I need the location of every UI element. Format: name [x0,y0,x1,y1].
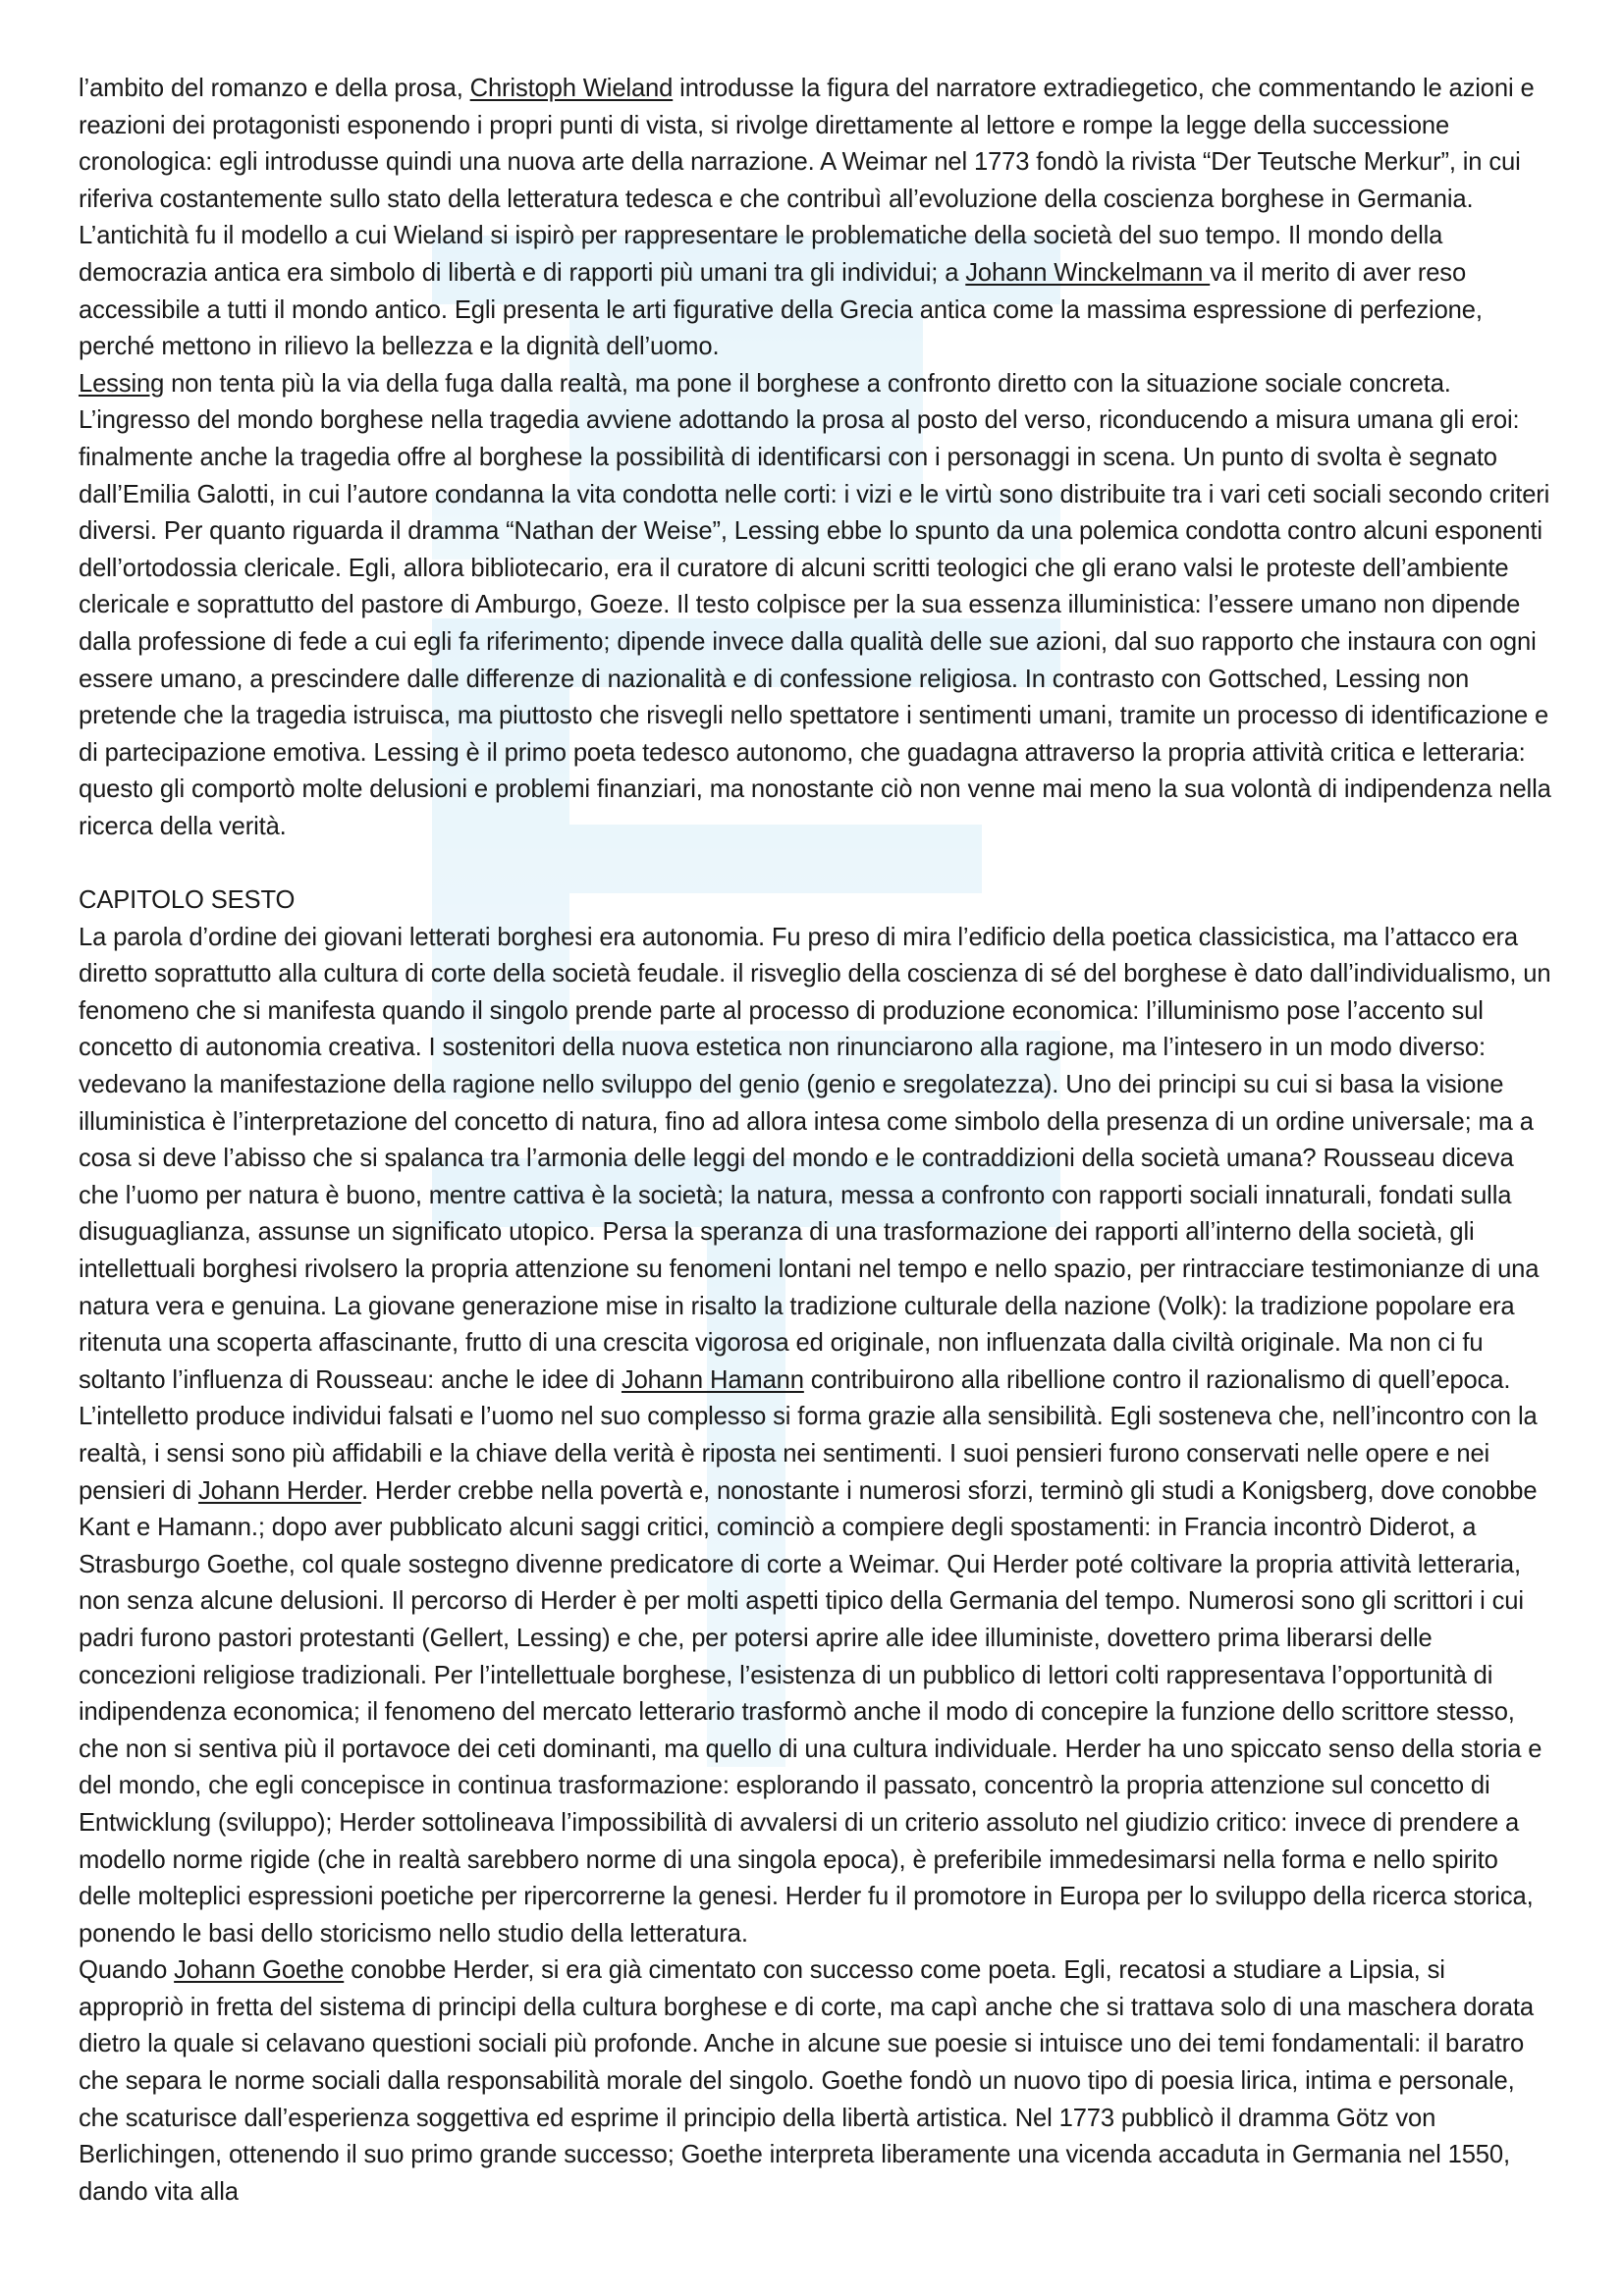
text-run: l’ambito del romanzo e della prosa, [79,75,470,102]
paragraph-wieland [79,71,1551,366]
paragraph-goethe [79,1952,1551,2211]
text-run: Quando [79,1956,175,1985]
chapter-heading: CAPITOLO SESTO [79,886,296,915]
link-johann-hamann[interactable]: Johann Hamann [621,1365,804,1394]
link-johann-winckelmann[interactable]: Johann Winckelmann [965,258,1211,287]
text-run: contribuirono alla ribellione contro il razionalismo di quell’epoca. L’intelletto produce individui falsati e l’uomo nel suo complesso si forma grazie alla sensibilità. Egli sosteneva che, nell’incontro con la realtà, i sensi sono più affidabili e la chiave della verità è riposta nei sentimenti. I suoi pensieri furono conservati nelle opere e nei pensieri di [79,1365,1538,1505]
text-run: conobbe Herder, si era già cimentato con successo come poeta. Egli, recatosi a studiare a Lipsia, si appropriò in fretta del sistema di principi della cultura borghese e di corte, ma capì anche che si trattava solo di una maschera dorata dietro la quale si celavano questioni sociali più profonde. Anche in alcune sue poesie si intuisce uno dei temi fondamentali: il baratro che separa le norme sociali dalla responsabilità morale del singolo. Goethe fondò un nuovo tipo di poesia lirica, intima e personale, che scaturisce dall’esperienza soggettiva ed esprime il principio della libertà artistica. Nel 1773 pubblicò il dramma Götz von Berlichingen, ottenendo il suo primo grande successo; Goethe interpreta liberamente una vicenda accaduta in Germania nel 1550, dando vita alla [79,1956,1534,2206]
text-run: va il merito di aver reso accessibile a tutti il mondo antico. Egli presenta le arti figurative della Grecia antica come la massima espressione di perfezione, perché mettono in rilievo la bellezza e la dignità dell’uomo. [79,258,1483,361]
text-run: . Herder crebbe nella povertà e, nonostante i numerosi sforzi, terminò gli studi a Konigsberg, dove conobbe Kant e Hamann.; dopo aver pubblicato alcuni saggi critici, cominciò a compiere degli spostamenti: in Francia incontrò Diderot, a Strasburgo Goethe, col quale sostegno divenne predicatore di corte a Weimar. Qui Herder poté coltivare la propria attività letteraria, non senza alcune delusioni. Il percorso di Herder è per molti aspetti tipico della Germania del tempo. Numerosi sono gli scrittori i cui padri furono pastori protestanti (Gellert, Lessing) e che, per potersi aprire alle idee illuministe, dovettero prima liberarsi delle concezioni religiose tradizionali. Per l’intellettuale borghese, l’esistenza di un pubblico di lettori colti rappresentava l’opportunità di indipendenza economica; il fenomeno del mercato letterario trasformò anche il modo di concepire la funzione dello scrittore stesso, che non si sentiva più il portavoce dei ceti dominanti, ma quello di una cultura individuale. Herder ha uno spiccato senso della storia e del mondo, che egli concepisce in continua trasformazione: esplorando il passato, concentrò la propria attenzione sul concetto di Entwicklung (sviluppo); Herder sottolineava l’impossibilità di avvalersi di un criterio assoluto nel giudizio critico: invece di prendere a modello norme rigide (che in realtà sarebbero norme di una singola epoca), è preferibile immedesimarsi nella forma e nello spirito delle molteplici espressioni poetiche per ripercorrerne la genesi. Herder fu il promotore in Europa per lo sviluppo della ricerca storica, ponendo le basi dello storicismo nello studio della letteratura. [79,1476,1542,1948]
blank-line [79,845,1551,882]
text-run: introdusse la figura del narratore extradiegetico, che commentando le azioni e reazioni dei protagonisti esponendo i propri punti di vista, si rivolge direttamente al lettore e rompe la legge della successione cronologica: egli introdusse quindi una nuova arte della narrazione. A Weimar nel 1773 fondò la rivista “Der Teutsche Merkur”, in cui riferiva costantemente sullo stato della letteratura tedesca e che contribuì all’evoluzione della coscienza borghese in Germania. L’antichità fu il modello a cui Wieland si ispirò per rappresentare le problematiche della società del suo tempo. Il mondo della democrazia antica era simbolo di libertà e di rapporti più umani tra gli individui; a [79,75,1535,287]
link-christoph-wieland[interactable]: Christoph Wieland [469,75,674,102]
paragraph-chapter-six [79,920,1551,1953]
text-run: La parola d’ordine dei giovani letterati borghesi era autonomia. Fu preso di mira l’edificio della poetica classicistica, ma l’attacco era diretto soprattutto alla cultura di corte della società feudale. il risveglio della coscienza di sé del borghese è dato dall’individualismo, un fenomeno che si manifesta quando il singolo prende parte al processo di produzione economica: l’illuminismo pose l’accento sul concetto di autonomia creativa. I sostenitori della nuova estetica non rinunciarono alla ragione, ma l’intesero in un modo diverso: vedevano la manifestazione della ragione nello sviluppo del genio (genio e sregolatezza). Uno dei principi su cui si basa la visione illuministica è l’interpretazione del concetto di natura, fino ad allora intesa come simbolo della presenza di un ordine universale; ma a cosa si deve l’abisso che si spalanca tra l’armonia delle leggi del mondo e le contraddizioni della società umana? Rousseau diceva che l’uomo per natura è buono, mentre cattiva è la società; la natura, messa a confronto con rapporti sociali innaturali, fondati sulla disuguaglianza, assunse un significato utopico. Persa la speranza di una trasformazione dei rapporti all’interno della società, gli intellettuali borghesi rivolsero la propria attenzione su fenomeni lontani nel tempo e nello spazio, per rintracciare testimonianze di una natura vera e genuina. La giovane generazione mise in risalto la tradizione culturale della nazione (Volk): la tradizione popolare era ritenuta una scoperta affascinante, frutto di una crescita vigorosa ed originale, non influenzata dalla civiltà originale. Ma non ci fu soltanto l’influenza di Rousseau: anche le idee di [79,923,1551,1394]
link-johann-goethe[interactable]: Johann Goethe [174,1956,345,1985]
paragraph-lessing [79,366,1551,846]
document-body [79,71,1551,2211]
link-johann-herder[interactable]: Johann Herder [197,1476,361,1505]
text-run: non tenta più la via della fuga dalla realtà, ma pone il borghese a confronto diretto con la situazione sociale concreta. L’ingresso del mondo borghese nella tragedia avviene adottando la prosa al posto del verso, riconducendo a misura umana gli eroi: finalmente anche la tragedia offre al borghese la possibilità di identificarsi con i personaggi in scena. Un punto di svolta è segnato dall’Emilia Galotti, in cui l’autore condanna la vita condotta nelle corti: i vizi e le virtù sono distribuite tra i vari ceti sociali secondo criteri diversi. Per quanto riguarda il dramma “Nathan der Weise”, Lessing ebbe lo spunto da una polemica condotta contro alcuni esponenti dell’ortodossia clericale. Egli, allora bibliotecario, era il curatore di alcuni scritti teologici che gli erano valsi le proteste dell’ambiente clericale e soprattutto del pastore di Amburgo, Goeze. Il testo colpisce per la sua essenza illuministica: l’essere umano non dipende dalla professione di fede a cui egli fa riferimento; dipende invece dalla qualità delle sue azioni, dal suo rapporto che instaura con ogni essere umano, a prescindere dalle differenze di nazionalità e di confessione religiosa. In contrasto con Gottsched, Lessing non pretende che la tragedia istruisca, ma piuttosto che risvegli nello spettatore i sentimenti umani, tramite un processo di identificazione e di partecipazione emotiva. Lessing è il primo poeta tedesco autonomo, che guadagna attraverso la propria attività critica e letteraria: questo gli comportò molte delusioni e problemi finanziari, ma nonostante ciò non venne mai meno la sua volontà di indipendenza nella ricerca della verità. [79,369,1551,840]
link-lessing[interactable]: Lessing [79,369,165,398]
